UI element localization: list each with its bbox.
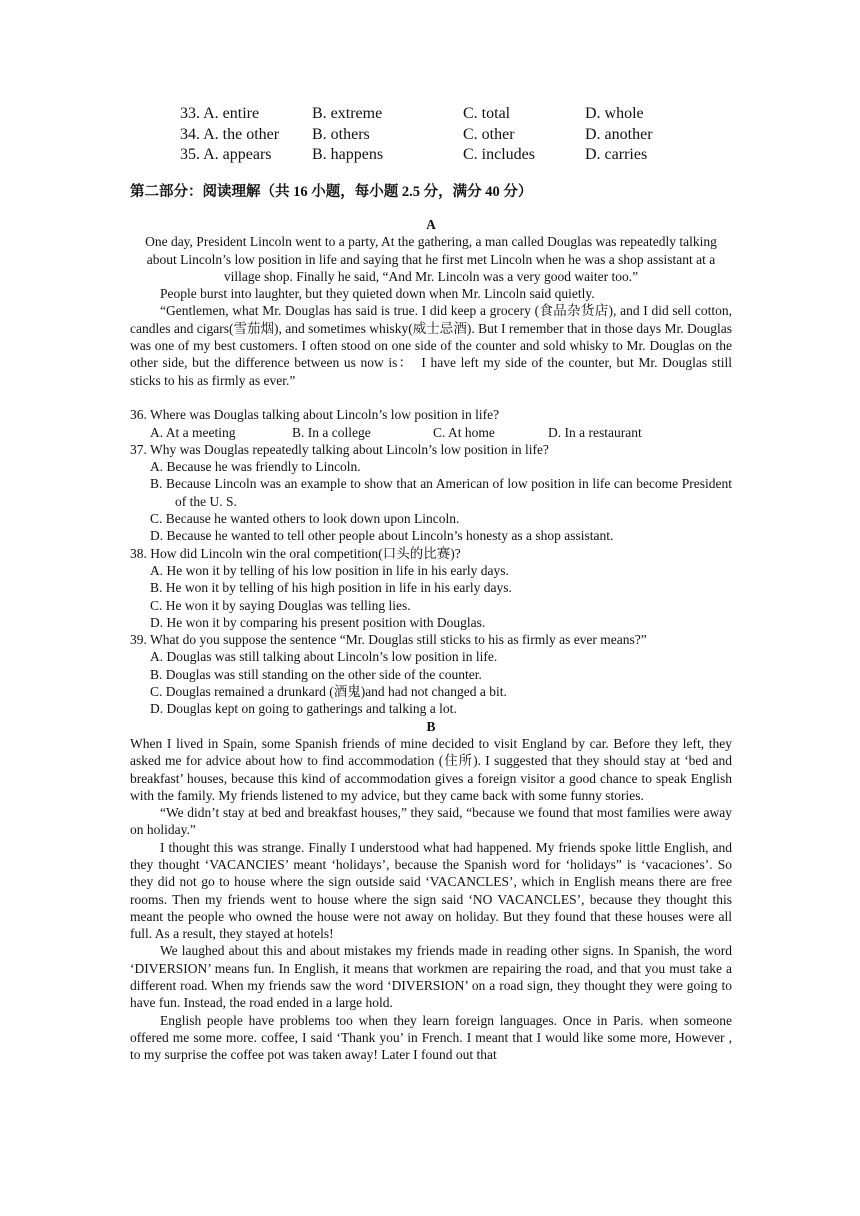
option-b: B. Because Lincoln was an example to show that an American of low position in life can become President of the U. S.: [150, 476, 732, 509]
option-d: D. whole: [585, 105, 644, 122]
option-a: 35. A. appears: [180, 146, 272, 163]
option-b: B. extreme: [312, 105, 383, 122]
question-36-options: [130, 424, 732, 441]
option-c: C. other: [463, 125, 515, 143]
passage-a-intro: One day, President Lincoln went to a party, At the gathering, a man called Douglas was repeatedly talking about Lincoln’s low position in life and saying that he first met Lincoln when he was a shop assistant at a village shop. Finally he said, “And Mr. Lincoln was a very good waiter too.”: [145, 234, 717, 284]
option-a: 34. A. the other: [180, 125, 280, 143]
option-d: D. another: [585, 125, 653, 143]
option-c: C. At home: [433, 424, 495, 440]
question-39: 39. What do you suppose the sentence “Mr. Douglas still sticks to his as firmly as ever means?”: [130, 632, 647, 648]
option-c: C. Douglas remained a drunkard (酒鬼)and had not changed a bit.: [150, 684, 507, 700]
spacer: [130, 389, 732, 406]
section-b-label: B: [426, 718, 436, 734]
option-d: D. carries: [585, 146, 648, 163]
question-36: 36. Where was Douglas talking about Lincoln’s low position in life?: [130, 407, 500, 423]
section-a-label: A: [426, 217, 436, 232]
option-d: D. He won it by comparing his present position with Douglas.: [150, 614, 486, 630]
passage-a-paragraph: “Gentlemen, what Mr. Douglas has said is true. I did keep a grocery (食品杂货店), and I did sell cotton, candles and cigars(雪茄烟), and sometimes whisky(威士忌酒). But I remember that in those days Mr. Douglas was one of my best customers. I often stood on one side of the counter and sold whisky to Mr. Douglas on the other side, but the difference between us now is： I have left my side of the counter, but Mr. Douglas still sticks to his as firmly as ever.”: [130, 303, 732, 388]
reading-content: [130, 216, 732, 1064]
option-a: A. At a meeting: [150, 424, 236, 440]
option-b: B. In a college: [292, 424, 371, 440]
option-a: A. Douglas was still talking about Lincoln’s low position in life.: [150, 649, 498, 665]
option-a: A. Because he was friendly to Lincoln.: [150, 459, 361, 475]
option-d: D. Because he wanted to tell other people about Lincoln’s honesty as a shop assistant.: [150, 528, 614, 544]
option-c: C. He won it by saying Douglas was telling lies.: [150, 597, 411, 613]
option-c: C. Because he wanted others to look down upon Lincoln.: [150, 511, 460, 527]
option-a: 33. A. entire: [180, 105, 260, 122]
option-c: C. includes: [463, 146, 535, 163]
passage-b-paragraph: I thought this was strange. Finally I understood what had happened. My friends spoke little English, and they thought ‘VACANCIES’ meant ‘holidays’, because the Spanish word for ‘holidays” is ‘vacaciones’. So they did not go to house where the sign outside said ‘VACANCLES’, which in English means there are free rooms. Then my friends went to house where the sign said ‘NO VACANCLES’, because they thought this meant the people who owned the house were not away on holiday. But they found that these houses were all full. As a result, they stayed at hotels!: [130, 839, 732, 942]
question-38: 38. How did Lincoln win the oral competition(口头的比赛)?: [130, 545, 461, 561]
option-c: C. total: [463, 105, 511, 122]
option-d: D. Douglas kept on going to gatherings and talking a lot.: [150, 701, 457, 717]
option-b: B. others: [312, 125, 370, 143]
option-b: B. Douglas was still standing on the other side of the counter.: [150, 666, 482, 682]
passage-b-paragraph: English people have problems too when they learn foreign languages. Once in Paris. when someone offered me some more. coffee, I said ‘Thank you’ in French. I meant that I would like some more, However , to my surprise the coffee pot was taken away! Later I found out that: [130, 1012, 732, 1063]
passage-a-paragraph: People burst into laughter, but they quieted down when Mr. Lincoln said quietly.: [160, 286, 595, 302]
passage-b-paragraph: “We didn’t stay at bed and breakfast houses,” they said, “because we found that most families were away on holiday.”: [130, 805, 732, 838]
option-d: D. In a restaurant: [548, 424, 642, 440]
option-b: B. He won it by telling of his high position in life in his early days.: [150, 580, 512, 596]
option-b: B. happens: [312, 146, 384, 163]
passage-b-paragraph: When I lived in Spain, some Spanish friends of mine decided to visit England by car. Before they left, they asked me for advice about how to find accommodation (住所). I suggested that they should stay at ‘bed and breakfast’ houses, because this kind of accommodation gives a foreign visitor a good chance to speak English with the family. My friends listened to my advice, but they came back with some funny stories.: [130, 735, 732, 803]
question-37: 37. Why was Douglas repeatedly talking about Lincoln’s low position in life?: [130, 441, 549, 457]
passage-b-paragraph: We laughed about this and about mistakes my friends made in reading other signs. In Spanish, the word ‘DIVERSION’ means fun. In English, it means that workmen are repairing the road, and that you must take a different road. When my friends saw the word ‘DIVERSION’ on a road sign, they thought they were going to have fun. Instead, the road ended in a large hold.: [130, 943, 732, 1011]
part-two-heading: 第二部分：阅读理解（共 16 小题，每小题 2.5 分，满分 40 分）: [130, 184, 533, 200]
option-a: A. He won it by telling of his low position in life in his early days.: [150, 562, 509, 578]
